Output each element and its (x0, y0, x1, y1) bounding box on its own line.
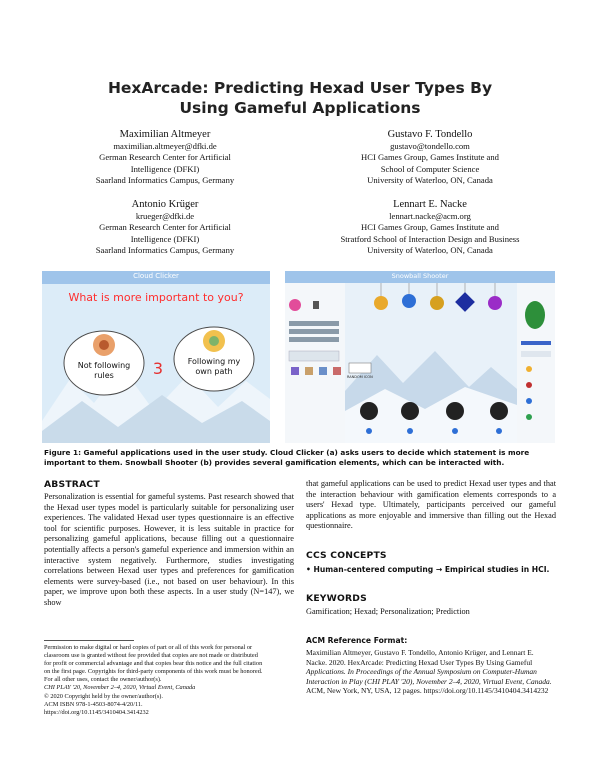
author-email[interactable]: maximilian.altmeyer@dfki.de (113, 141, 217, 151)
author-name: Lennart E. Nacke (393, 199, 467, 210)
blue-ornament-icon (402, 294, 416, 308)
author-email[interactable]: lennart.nacke@acm.org (389, 211, 471, 221)
dragon-icon (525, 301, 545, 329)
author-affiliation: German Research Center for Artificial (99, 222, 231, 233)
author-name: Antonio Krüger (131, 199, 199, 210)
abstract-text-left: Personalization is essential for gameful systems. Past research showed that the Hexad user types model is particularly suitable for personalizing user experiences. The validated Hexad user types questionnaire is an effective tool for scientific purposes. However, it is less suitable in practice for personalizing gameful applications, because filling out a questionnaire potentially affects a person's gameful experience and immersion within an interactive system negatively. Furthermore, studies investigating correlations between Hexad user types and preferences for gamification elements were survey-based (i.e., not based on user behaviour). In this paper, we improve upon both these aspects. In a user study (N=147), we show (44, 492, 294, 607)
figure-a-cloud-clicker (42, 271, 270, 443)
left-statement: Not following rules (77, 361, 131, 380)
title-line-1: HexArcade: Predicting Hexad User Types By (107, 79, 493, 97)
permission-line: classroom use is granted without fee provided that copies are not made or distributed (44, 652, 258, 660)
counter-value: 3 (152, 359, 164, 378)
random-icon-label: RANDOM ICON (347, 375, 373, 379)
permission-line: for profit or commercial advantage and that copies bear this notice and the full citation (44, 660, 263, 668)
permission-line: CHI PLAY '20, November 2–4, 2020, Virtual Event, Canada (44, 684, 196, 692)
author-affiliation: Intelligence (DFKI) (130, 163, 200, 174)
star-ornament-icon (374, 296, 388, 310)
right-statement: Following my own path (187, 357, 241, 376)
snowball-shooter-scene (285, 271, 555, 443)
permission-line: on the first page. Copyrights for third-party components of this work must be honored. (44, 668, 263, 676)
acm-ref-line: Maximilian Altmeyer, Gustavo F. Tondello, Antonio Krüger, and Lennart E. (306, 648, 534, 657)
abstract-heading: ABSTRACT (44, 479, 100, 490)
author-affiliation: Saarland Informatics Campus, Germany (95, 175, 235, 186)
author-affiliation: University of Waterloo, ON, Canada (367, 245, 493, 256)
keywords-text: Gamification; Hexad; Personalization; Prediction (306, 607, 470, 616)
author-name: Gustavo F. Tondello (387, 129, 473, 140)
author-name: Maximilian Altmeyer (119, 129, 211, 140)
flower-icon (289, 299, 301, 311)
author-affiliation: School of Computer Science (380, 163, 480, 174)
acm-ref-heading: ACM Reference Format: (306, 636, 408, 645)
author-block-4 (300, 198, 560, 257)
figure-b-snowball-shooter (285, 271, 555, 443)
player-area[interactable] (349, 363, 371, 373)
question-text: What is more important to you? (68, 291, 244, 304)
footnote-rule (44, 640, 134, 641)
acm-ref-line: Nacke. 2020. HexArcade: Predicting Hexad User Types By Using Gameful (306, 657, 533, 667)
acm-ref-line: Applications. In Proceedings of the Annual Symposium on Computer-Human (306, 667, 537, 677)
author-email[interactable]: krueger@dfki.de (135, 211, 195, 221)
author-affiliation: German Research Center for Artificial (99, 152, 231, 163)
author-email[interactable]: gustavo@tondello.com (390, 141, 470, 151)
ccs-heading: CCS CONCEPTS (306, 550, 387, 561)
author-block-3 (70, 198, 260, 257)
keywords-heading: KEYWORDS (306, 593, 367, 604)
gold-ornament-icon (430, 296, 444, 310)
author-affiliation: Stratford School of Interaction Design and Business (340, 233, 520, 244)
author-affiliation: Intelligence (DFKI) (130, 233, 200, 244)
permission-line: Permission to make digital or hard copies of part or all of this work for personal or (44, 644, 253, 651)
title-line-2: Using Gameful Applications (179, 99, 421, 117)
permission-line: © 2020 Copyright held by the owner/author(s). (44, 692, 163, 700)
app-title-bar: Snowball Shooter (391, 272, 449, 280)
figure-caption: Figure 1: Gameful applications used in the user study. Cloud Clicker (a) asks users to decide which statement is more important to them. Snowball Shooter (b) provides several gamification elements, which can be interacted with. (44, 448, 530, 467)
purple-ornament-icon (488, 296, 502, 310)
author-affiliation: University of Waterloo, ON, Canada (367, 175, 493, 186)
author-block-2 (320, 128, 540, 187)
card-icon (313, 301, 319, 309)
acm-reference (306, 648, 558, 696)
permission-block (44, 644, 296, 717)
permission-line: ACM ISBN 978-1-4503-8074-4/20/11. (44, 700, 143, 708)
author-block-1 (70, 128, 260, 187)
permission-line: For all other uses, contact the owner/author(s). (44, 676, 162, 684)
author-affiliation: Saarland Informatics Campus, Germany (95, 245, 235, 256)
abstract-text-right: that gameful applications can be used to predict Hexad user types and that the interaction behaviour with gamification elements corresponds to a users' Hexad type. Ultimately, participants perceived our gameful applications as more enjoyable and immersive than filling out the Hexad questionnaire. (306, 479, 556, 531)
paper-title (0, 78, 600, 118)
acm-ref-line: ACM, New York, NY, USA, 12 pages. https://doi.org/10.1145/3410404.3414232 (306, 686, 549, 696)
author-affiliation: HCI Games Group, Games Institute and (361, 222, 499, 233)
ccs-item: • Human-centered computing → Empirical studies in HCI. (306, 565, 550, 574)
doi-link[interactable]: https://doi.org/10.1145/3410404.3414232 (44, 708, 149, 716)
app-title-bar: Cloud Clicker (133, 272, 179, 280)
author-affiliation: HCI Games Group, Games Institute and (361, 152, 499, 163)
acm-ref-line: Interaction in Play (CHI PLAY '20), November 2–4, 2020, Virtual Event, Canada. (306, 676, 552, 686)
